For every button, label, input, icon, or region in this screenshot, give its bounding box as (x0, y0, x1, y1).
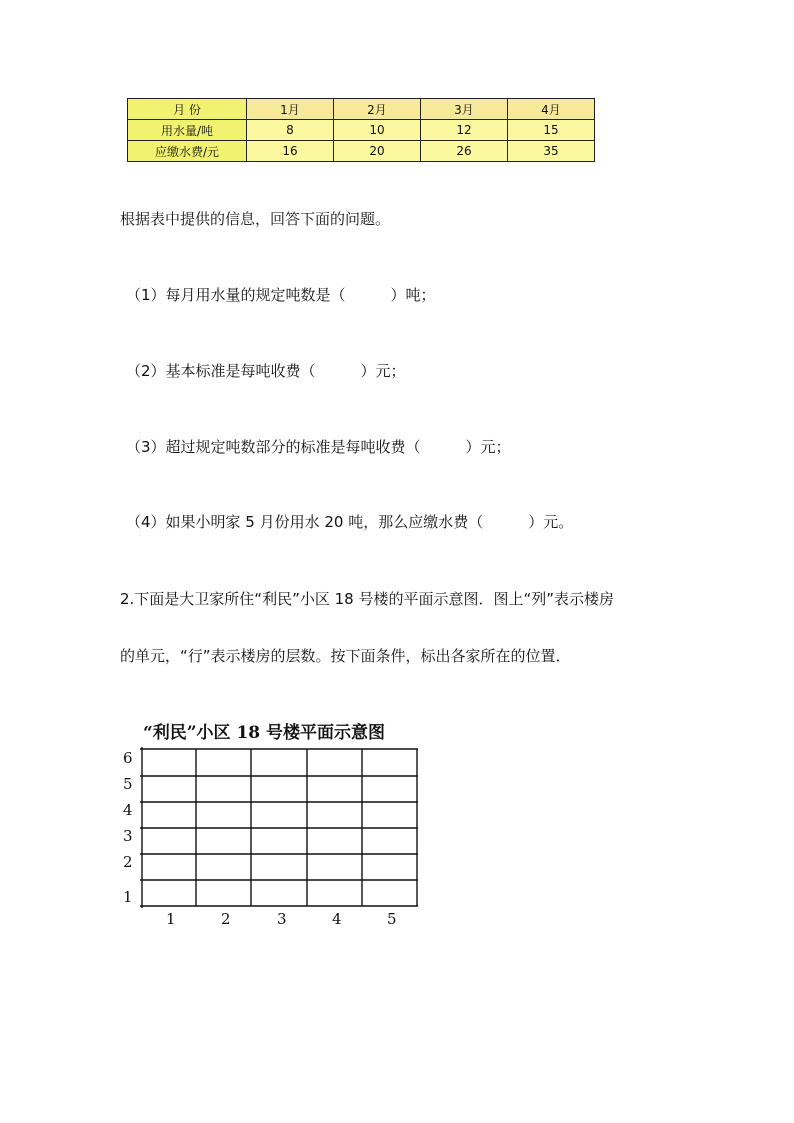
table-cell: 16 (247, 141, 334, 162)
column-label: 4 (332, 910, 342, 928)
row-label: 2 (123, 853, 133, 871)
row-labels (123, 749, 133, 906)
column-label: 5 (387, 910, 397, 928)
table-cell: 35 (508, 141, 595, 162)
table-header-cell: 2月 (334, 99, 421, 120)
table-cell: 20 (334, 141, 421, 162)
column-label: 1 (166, 910, 176, 928)
floor-plan-grid (118, 742, 428, 932)
question-3: （3）超过规定吨数部分的标准是每吨收费（ ）元； (126, 438, 511, 456)
table-header-cell: 1月 (247, 99, 334, 120)
column-label: 3 (277, 910, 287, 928)
table-row (128, 141, 595, 162)
table-cell: 15 (508, 120, 595, 141)
grid-lines (140, 747, 418, 908)
water-fee-table (127, 98, 595, 162)
table-cell: 应缴水费/元 (128, 141, 247, 162)
intro-text: 根据表中提供的信息，回答下面的问题。 (120, 210, 391, 228)
table-row (128, 120, 595, 141)
table-header-cell: 月 份 (128, 99, 247, 120)
table-cell: 12 (421, 120, 508, 141)
problem2-line2: 的单元，“行”表示楼房的层数。按下面条件，标出各家所在的位置． (120, 647, 571, 665)
table-cell: 8 (247, 120, 334, 141)
table-header-row (128, 99, 595, 120)
table-header-cell: 4月 (508, 99, 595, 120)
column-labels (166, 910, 397, 928)
row-label: 4 (123, 801, 133, 819)
row-label: 1 (123, 888, 133, 906)
row-label: 6 (123, 749, 133, 767)
table-header-cell: 3月 (421, 99, 508, 120)
row-label: 5 (123, 775, 133, 793)
problem2-line1: 2.下面是大卫家所住“利民”小区 18 号楼的平面示意图．图上“列”表示楼房 (120, 590, 615, 608)
row-label: 3 (123, 827, 133, 845)
question-4: （4）如果小明家 5 月份用水 20 吨，那么应缴水费（ ）元。 (126, 513, 574, 531)
question-1: （1）每月用水量的规定吨数是（ ）吨； (126, 286, 436, 304)
table-cell: 10 (334, 120, 421, 141)
question-2: （2）基本标准是每吨收费（ ）元； (126, 362, 406, 380)
table-cell: 26 (421, 141, 508, 162)
table-cell: 用水量/吨 (128, 120, 247, 141)
grid-figure-title: “利民”小区 18 号楼平面示意图 (143, 723, 386, 743)
column-label: 2 (221, 910, 231, 928)
